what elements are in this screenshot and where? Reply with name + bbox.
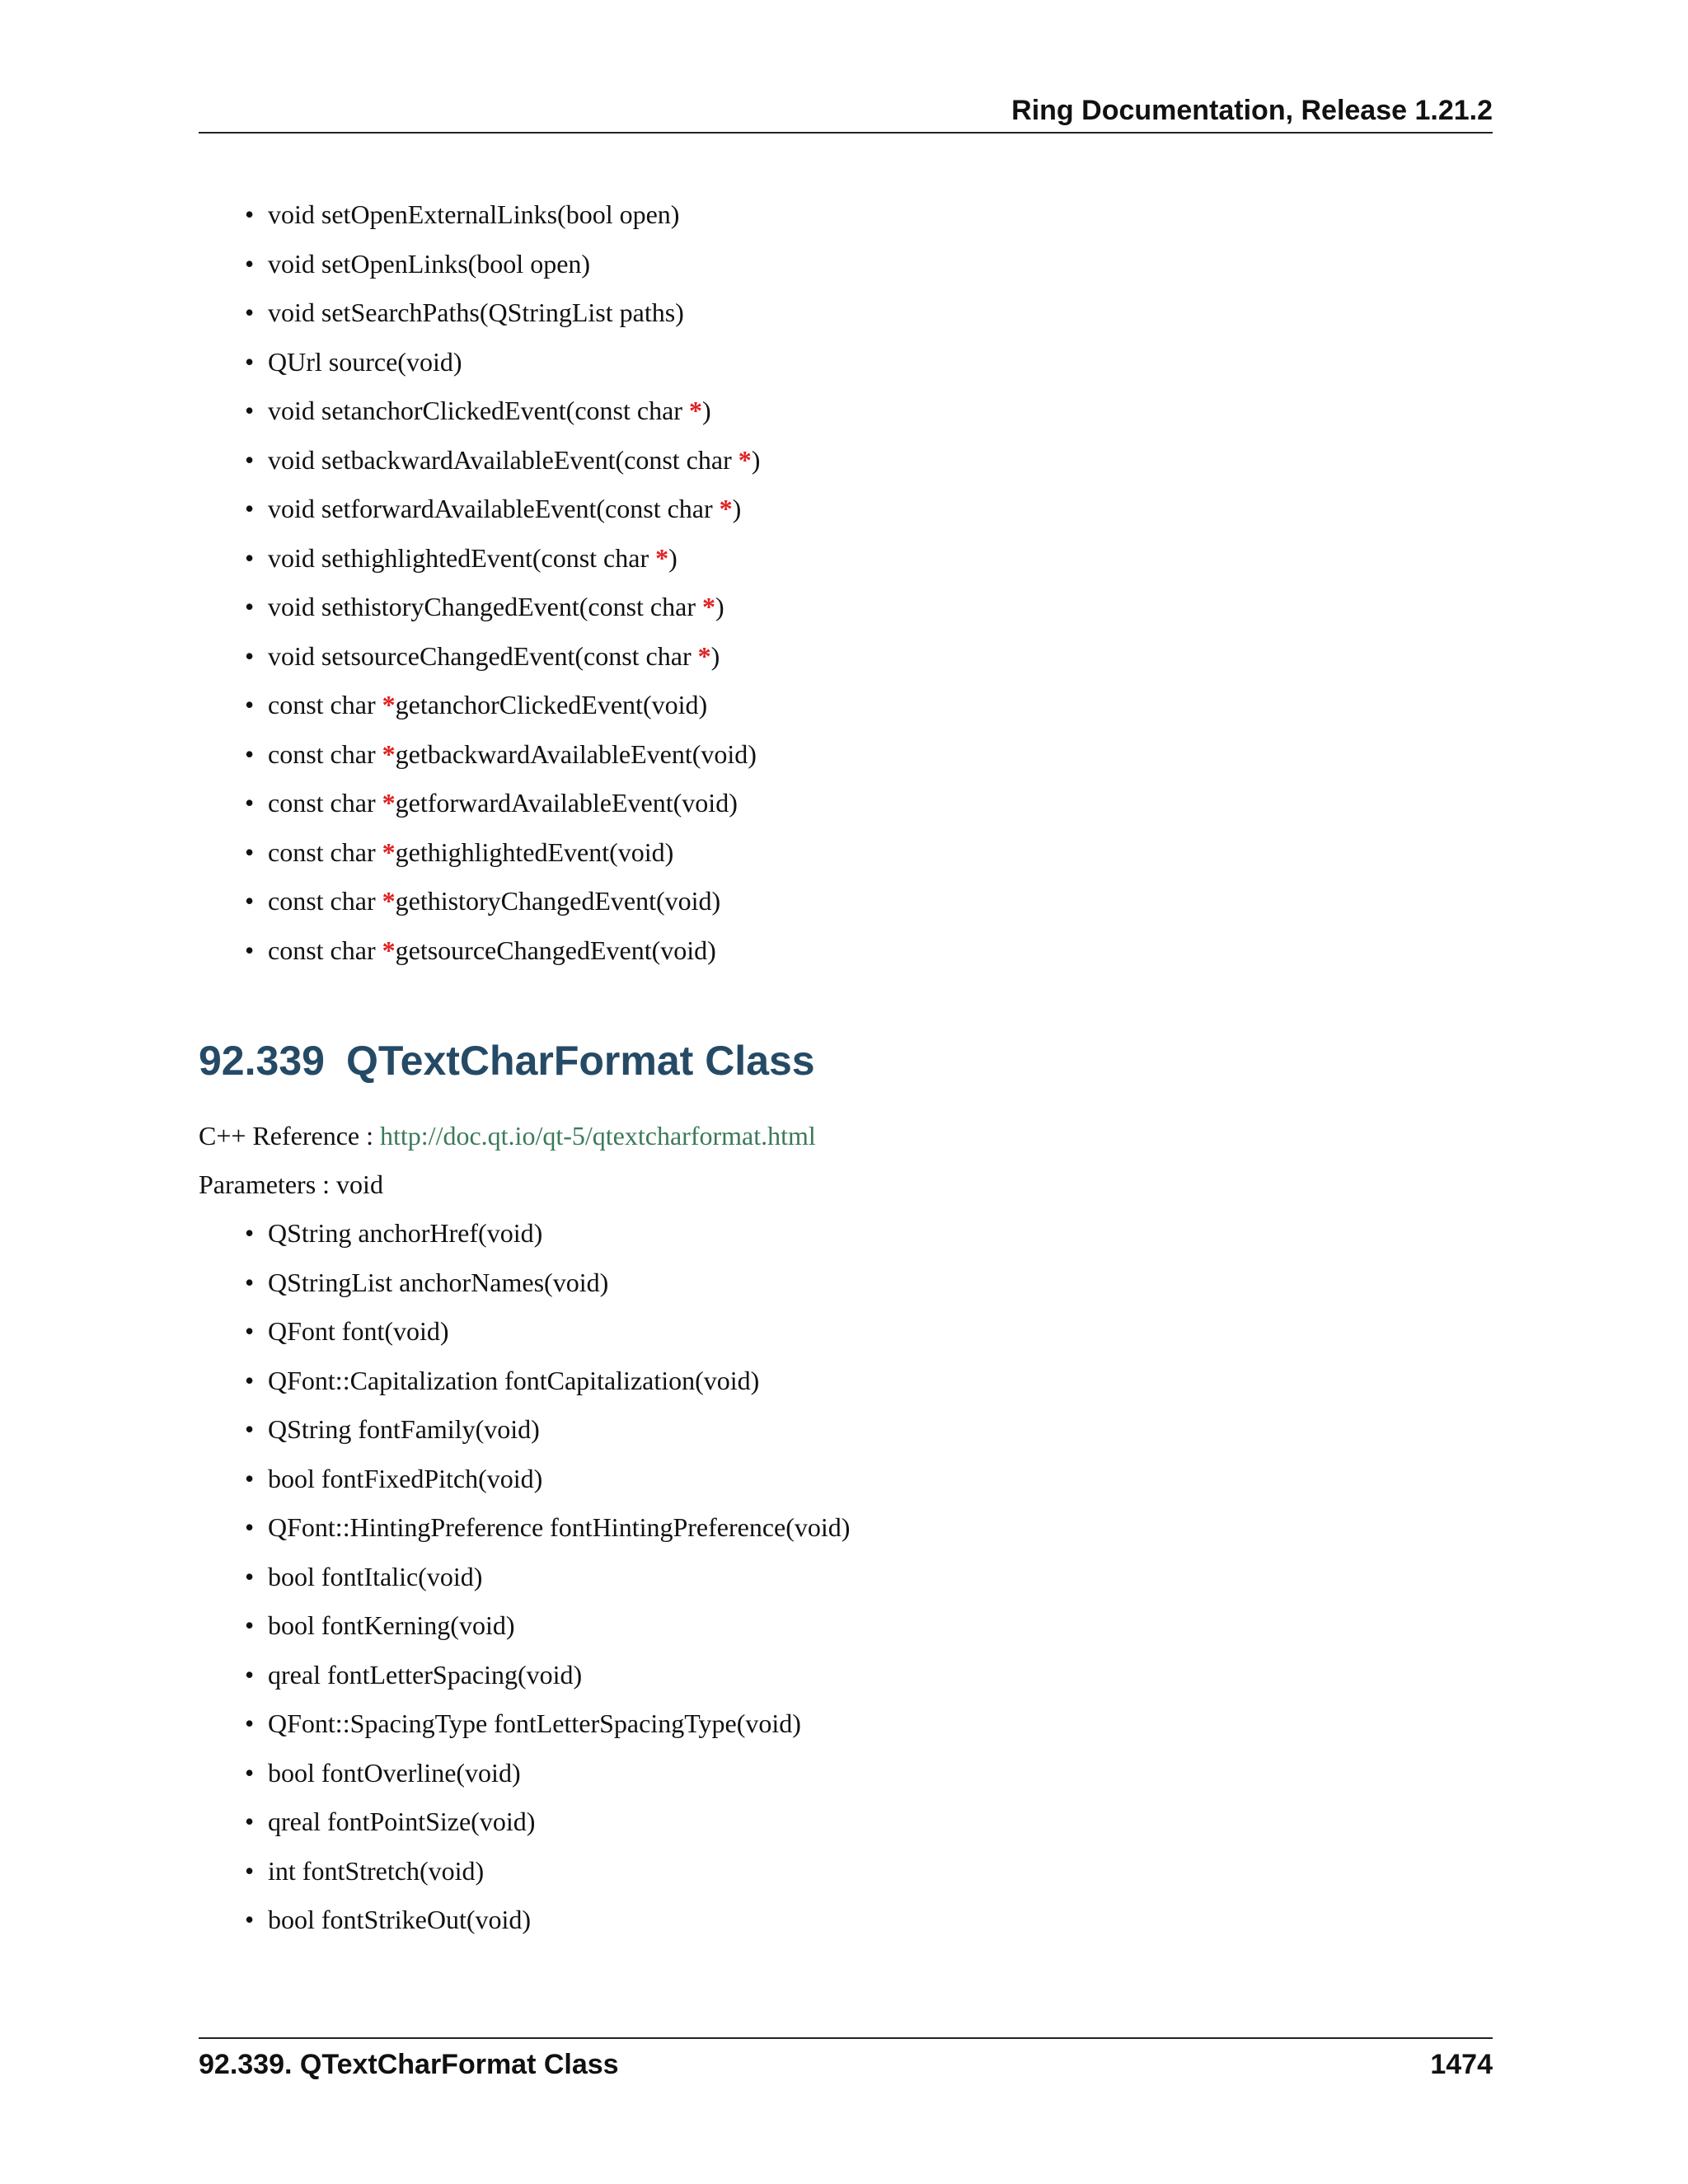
document-title: Ring Documentation, Release 1.21.2 bbox=[1011, 95, 1493, 126]
item-text: void setforwardAvailableEvent(const char bbox=[268, 494, 720, 523]
list-item bbox=[245, 339, 462, 385]
bullet-icon: • bbox=[245, 347, 255, 377]
list-item bbox=[245, 1357, 760, 1404]
reference-link[interactable]: http://doc.qt.io/qt-5/qtextcharformat.html bbox=[380, 1121, 816, 1151]
bullet-icon: • bbox=[245, 641, 255, 671]
pointer-asterisk: * bbox=[382, 788, 396, 818]
item-text-suffix: ) bbox=[668, 543, 678, 573]
reference-label: C++ Reference : bbox=[199, 1121, 380, 1151]
pointer-asterisk: * bbox=[382, 935, 396, 965]
item-text-suffix: gethistoryChangedEvent(void) bbox=[395, 886, 721, 916]
item-text: QUrl source(void) bbox=[268, 347, 462, 377]
footer-section-label: 92.339. QTextCharFormat Class bbox=[199, 2049, 619, 2080]
list-item bbox=[245, 583, 724, 630]
item-text-suffix: ) bbox=[751, 445, 761, 475]
pointer-asterisk: * bbox=[688, 396, 702, 425]
bullet-icon: • bbox=[245, 1610, 255, 1640]
bullet-icon: • bbox=[245, 1366, 255, 1395]
item-text: const char bbox=[268, 935, 382, 965]
list-item bbox=[245, 1455, 543, 1502]
item-text: const char bbox=[268, 690, 382, 719]
list-item bbox=[245, 289, 684, 335]
item-text-suffix: getforwardAvailableEvent(void) bbox=[395, 788, 738, 818]
item-text: void setOpenExternalLinks(bool open) bbox=[268, 199, 680, 229]
list-item bbox=[245, 1848, 485, 1894]
page-header bbox=[199, 92, 1493, 134]
parameters-line: Parameters : void bbox=[199, 1169, 383, 1199]
bullet-icon: • bbox=[245, 1316, 255, 1346]
item-text: bool fontOverline(void) bbox=[268, 1758, 521, 1788]
item-text: void setsourceChangedEvent(const char bbox=[268, 641, 698, 671]
item-text-suffix: ) bbox=[710, 641, 720, 671]
section-title-text: QTextCharFormat Class bbox=[345, 1038, 815, 1084]
pointer-asterisk: * bbox=[382, 739, 396, 769]
item-text: QFont::SpacingType fontLetterSpacingType(void) bbox=[268, 1708, 801, 1738]
bullet-icon: • bbox=[245, 1464, 255, 1493]
list-item bbox=[245, 1504, 851, 1550]
item-text: QString anchorHref(void) bbox=[268, 1218, 543, 1248]
list-item bbox=[245, 829, 674, 875]
list-item bbox=[245, 241, 591, 287]
bullet-icon: • bbox=[245, 837, 255, 867]
item-text: QStringList anchorNames(void) bbox=[268, 1268, 609, 1297]
page-number: 1474 bbox=[1430, 2049, 1493, 2080]
bullet-icon: • bbox=[245, 199, 255, 229]
item-text-suffix: getbackwardAvailableEvent(void) bbox=[395, 739, 757, 769]
bullet-icon: • bbox=[245, 445, 255, 475]
item-text: qreal fontLetterSpacing(void) bbox=[268, 1660, 583, 1690]
pointer-asterisk: * bbox=[382, 690, 396, 719]
list-item bbox=[245, 485, 742, 532]
list-item bbox=[245, 731, 757, 777]
list-item bbox=[245, 535, 678, 581]
item-text: void sethistoryChangedEvent(const char bbox=[268, 592, 702, 621]
item-text-suffix: getanchorClickedEvent(void) bbox=[395, 690, 708, 719]
bullet-icon: • bbox=[245, 1905, 255, 1934]
page-footer bbox=[199, 2037, 1493, 2083]
item-text: void sethighlightedEvent(const char bbox=[268, 543, 656, 573]
item-text-suffix: ) bbox=[732, 494, 742, 523]
bullet-icon: • bbox=[245, 396, 255, 425]
list-item bbox=[245, 1308, 449, 1354]
bullet-icon: • bbox=[245, 1708, 255, 1738]
pointer-asterisk: * bbox=[719, 494, 733, 523]
item-text: const char bbox=[268, 837, 382, 867]
bullet-icon: • bbox=[245, 543, 255, 573]
bullet-icon: • bbox=[245, 739, 255, 769]
bullet-icon: • bbox=[245, 249, 255, 279]
bullet-icon: • bbox=[245, 1562, 255, 1591]
item-text-suffix: ) bbox=[701, 396, 711, 425]
bullet-icon: • bbox=[245, 1414, 255, 1444]
item-text-suffix: gethighlightedEvent(void) bbox=[395, 837, 674, 867]
list-item bbox=[245, 682, 708, 728]
bullet-icon: • bbox=[245, 1512, 255, 1542]
list-item bbox=[245, 1798, 536, 1844]
item-text: qreal fontPointSize(void) bbox=[268, 1807, 536, 1836]
list-item bbox=[245, 437, 761, 483]
pointer-asterisk: * bbox=[697, 641, 711, 671]
pointer-asterisk: * bbox=[738, 445, 752, 475]
list-item bbox=[245, 1750, 521, 1796]
list-item bbox=[245, 1554, 483, 1600]
item-text: QFont::Capitalization fontCapitalization(void) bbox=[268, 1366, 760, 1395]
list-item bbox=[245, 878, 721, 924]
item-text: bool fontItalic(void) bbox=[268, 1562, 483, 1591]
bullet-icon: • bbox=[245, 1660, 255, 1690]
item-text: QString fontFamily(void) bbox=[268, 1414, 540, 1444]
list-item bbox=[245, 780, 738, 826]
bullet-icon: • bbox=[245, 592, 255, 621]
list-item bbox=[245, 1406, 540, 1452]
bullet-icon: • bbox=[245, 935, 255, 965]
list-item bbox=[245, 633, 720, 679]
item-text-suffix: ) bbox=[715, 592, 724, 621]
list-item bbox=[245, 1896, 532, 1943]
bullet-icon: • bbox=[245, 1758, 255, 1788]
cpp-reference-line bbox=[199, 1113, 816, 1159]
item-text: void setbackwardAvailableEvent(const char bbox=[268, 445, 738, 475]
item-text: bool fontStrikeOut(void) bbox=[268, 1905, 532, 1934]
section-number: 92.339 bbox=[199, 1038, 325, 1084]
item-text: bool fontFixedPitch(void) bbox=[268, 1464, 543, 1493]
item-text: QFont font(void) bbox=[268, 1316, 449, 1346]
item-text: const char bbox=[268, 788, 382, 818]
bullet-icon: • bbox=[245, 1268, 255, 1297]
bullet-icon: • bbox=[245, 886, 255, 916]
list-item bbox=[245, 1210, 543, 1256]
item-text: const char bbox=[268, 739, 382, 769]
item-text: const char bbox=[268, 886, 382, 916]
bullet-icon: • bbox=[245, 298, 255, 327]
pointer-asterisk: * bbox=[382, 837, 396, 867]
list-item bbox=[245, 1652, 583, 1698]
bullet-icon: • bbox=[245, 1856, 255, 1886]
bullet-icon: • bbox=[245, 1807, 255, 1836]
item-text: QFont::HintingPreference fontHintingPreference(void) bbox=[268, 1512, 851, 1542]
section-heading bbox=[199, 1032, 815, 1090]
item-text: void setanchorClickedEvent(const char bbox=[268, 396, 689, 425]
pointer-asterisk: * bbox=[382, 886, 396, 916]
item-text: bool fontKerning(void) bbox=[268, 1610, 515, 1640]
item-text-suffix: getsourceChangedEvent(void) bbox=[395, 935, 716, 965]
list-item bbox=[245, 927, 716, 973]
list-item bbox=[245, 1602, 515, 1648]
item-text: void setOpenLinks(bool open) bbox=[268, 249, 591, 279]
pointer-asterisk: * bbox=[701, 592, 715, 621]
list-item bbox=[245, 191, 680, 237]
bullet-icon: • bbox=[245, 1218, 255, 1248]
pointer-asterisk: * bbox=[655, 543, 669, 573]
list-item bbox=[245, 1700, 801, 1746]
bullet-icon: • bbox=[245, 788, 255, 818]
bullet-icon: • bbox=[245, 494, 255, 523]
bullet-icon: • bbox=[245, 690, 255, 719]
list-item bbox=[245, 1259, 609, 1305]
list-item bbox=[245, 387, 711, 434]
item-text: void setSearchPaths(QStringList paths) bbox=[268, 298, 684, 327]
item-text: int fontStretch(void) bbox=[268, 1856, 485, 1886]
